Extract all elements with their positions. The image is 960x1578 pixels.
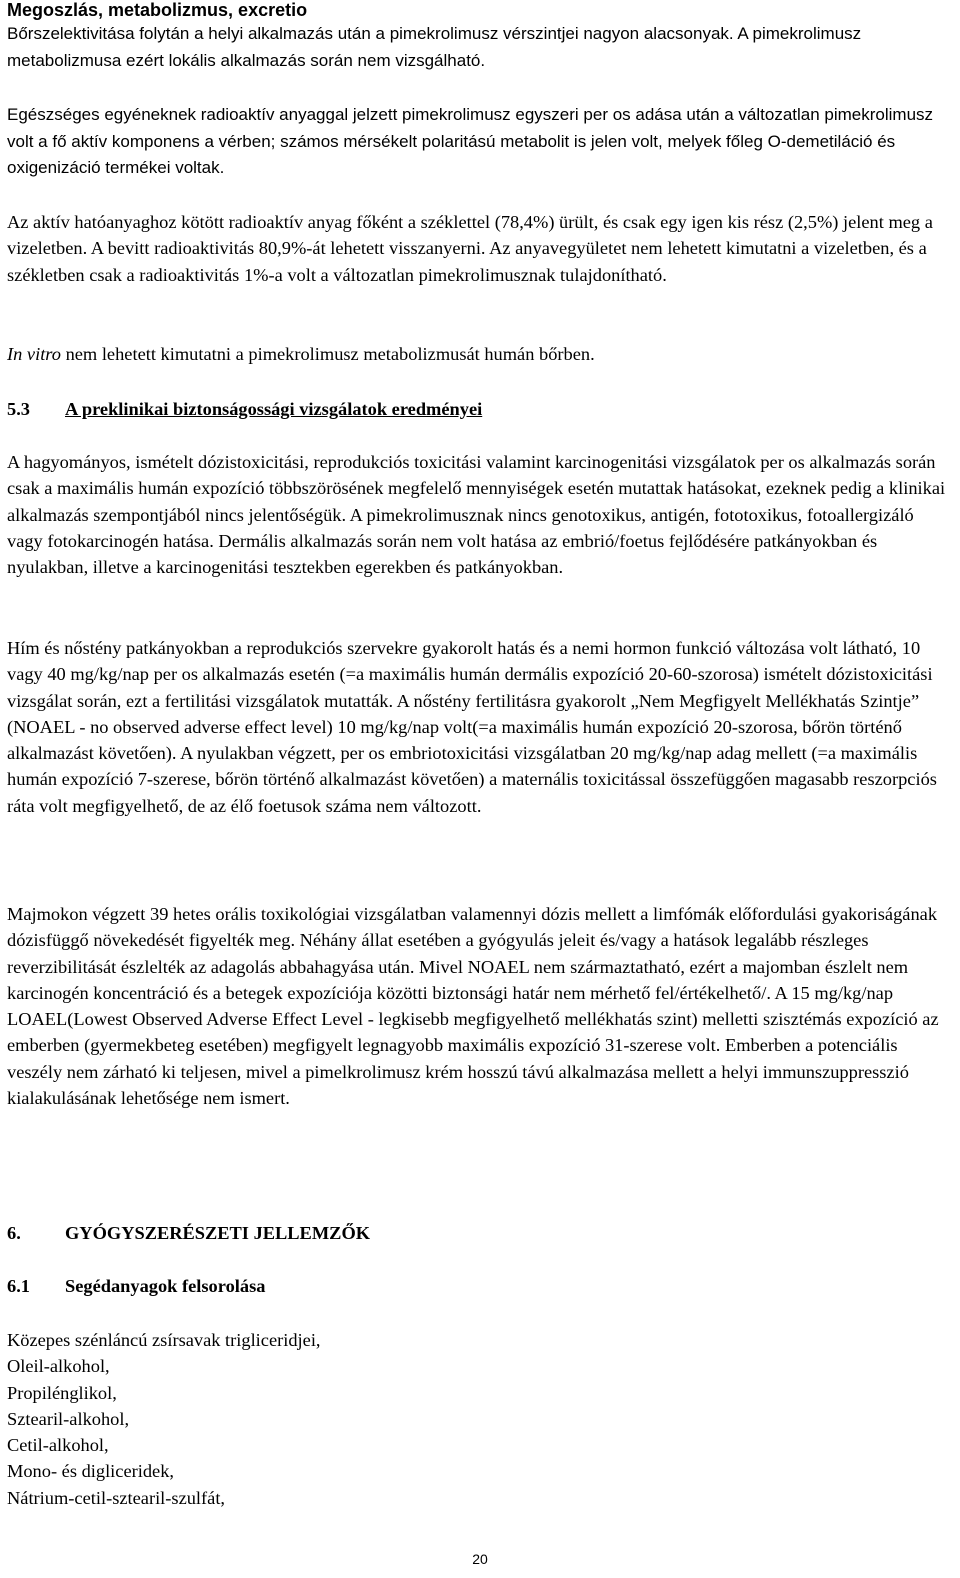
list-item: Sztearil-alkohol,: [7, 1408, 130, 1429]
page-number: 20: [472, 1551, 488, 1567]
section-number: 6.1: [7, 1276, 30, 1296]
section-heading-6: [7, 1220, 370, 1246]
excipient-list: [7, 1327, 952, 1511]
section-title: A preklinikai biztonságossági vizsgálatok eredményei: [65, 399, 483, 419]
section-heading-6-1: [7, 1273, 265, 1299]
paragraph-reproduction: Hím és nőstény patkányokban a reprodukciós szervekre gyakorolt hatás és a nemi hormon funkció változása volt látható, 10 vagy 40 mg/kg/nap per os alkalmazás esetén (=a maximális humán dermális expozíció 20-60-szorosa) ismételt dózistoxicitási vizsgálat során, ezt a fertilitási vizsgálatok mutatták. A nőstény fertilitásra gyakorolt „Nem Megfigyelt Mellékhatás Szintje” (NOAEL - no observed adverse effect level) 10 mg/kg/nap volt(=a maximális humán expozíció 20-szorosa, bőrön történő alkalmazást követően). A nyulakban végzett, per os embriotoxicitási vizsgálatban 20 mg/kg/nap adag mellett (=a maximális humán expozíció 7-szerese, bőrön történő alkalmazást követően) a maternális toxicitással összefüggően magasabb reszorpciós ráta volt megfigyelhető, de az élő foetusok száma nem változott.: [7, 638, 937, 816]
section-heading-5-3: [7, 396, 482, 422]
in-vitro-text: nem lehetett kimutatni a pimekrolimusz metabolizmusát humán bőrben.: [60, 344, 595, 364]
list-item: Cetil-alkohol,: [7, 1435, 109, 1456]
section-number: 5.3: [7, 399, 30, 419]
paragraph-preclinical: A hagyományos, ismételt dózistoxicitási, reprodukciós toxicitási valamint karcinogenitási vizsgálatok per os alkalmazás során csak a maximális humán expozíció többszörösének megfelelő mennyiségek esetén mutattak hatásokat, ezeknek pedig a klinikai alkalmazás szempontjából nincs jelentőségük. A pimekrolimusznak nincs genotoxikus, antigén, fototoxikus, fotoallergizáló vagy fotokarcinogén hatása. Dermális alkalmazás során nem volt hatása az embrió/foetus fejlődésére patkányokban és nyulakban, illetve a karcinogenitási tesztekben egerekben és patkányokban.: [7, 452, 946, 578]
paragraph-radiolabel: Egészséges egyéneknek radioaktív anyaggal jelzett pimekrolimusz egyszeri per os adása után a változatlan pimekrolimusz volt a fő aktív komponens a vérben; számos mérsékelt polaritású metabolit is jelen volt, melyek főleg O-demetiláció és oxigenizáció termékei voltak.: [7, 105, 934, 177]
section-title: Segédanyagok felsorolása: [65, 1276, 266, 1296]
paragraph-excretion: Az aktív hatóanyaghoz kötött radioaktív anyag főként a széklettel (78,4%) ürült, és csak egy igen kis rész (2,5%) jelent meg a vizeletben. A bevitt radioaktivitás 80,9%-át lehetett visszanyerni. Az anyavegyületet nem lehetett kimutatni a vizeletben, és a székletben csak a radioaktivitás 1%-a volt a változatlan pimekrolimusznak tulajdonítható.: [7, 212, 933, 285]
section-number: 6.: [7, 1223, 21, 1243]
list-item: Közepes szénláncú zsírsavak trigliceridjei,: [7, 1330, 321, 1350]
list-item: Mono- és digliceridek,: [7, 1461, 175, 1482]
list-item: Nátrium-cetil-sztearil-szulfát,: [7, 1487, 226, 1508]
paragraph-skin-selectivity: Bőrszelektivitása folytán a helyi alkalmazás után a pimekrolimusz vérszintjei nagyon alacsonyak. A pimekrolimusz metabolizmusa ezért lokális alkalmazás során nem vizsgálható.: [7, 24, 862, 70]
list-item: Oleil-alkohol,: [7, 1356, 110, 1377]
paragraph-monkeys: Majmokon végzett 39 hetes orális toxikológiai vizsgálatban valamennyi dózis mellett a limfómák előfordulási gyakoriságának dózisfüggő növekedését figyelték meg. Néhány állat esetében a gyógyulás jeleit és/vagy a hatások legalább részleges reverzibilitását észlelték az adagolás abbahagyása után. Mivel NOAEL nem származtatható, ezért a majomban észlelt nem karcinogén koncentráció és a betegek expozíciója közötti biztonsági határ nem mérhető fel/értékelhető/. A 15 mg/kg/nap LOAEL(Lowest Observed Adverse Effect Level - legkisebb megfigyelhető mellékhatás szint) melletti szisztémás expozíció az emberben (gyermekbeteg esetében) megfigyelt legnagyobb maximális expozíció 31-szerese volt. Emberben a potenciális veszély nem zárható ki teljesen, mivel a pimelkrolimusz krém hosszú távú alkalmazása mellett a helyi immunszuppresszió kialakulásának lehetősége nem ismert.: [7, 904, 939, 1109]
section-heading-metabolism: Megoszlás, metabolizmus, excretio: [7, 0, 308, 20]
paragraph-in-vitro: [7, 341, 952, 367]
in-vitro-italic: In vitro: [7, 344, 61, 364]
section-title: GYÓGYSZERÉSZETI JELLEMZŐK: [65, 1223, 371, 1243]
list-item: Propilénglikol,: [7, 1382, 117, 1403]
